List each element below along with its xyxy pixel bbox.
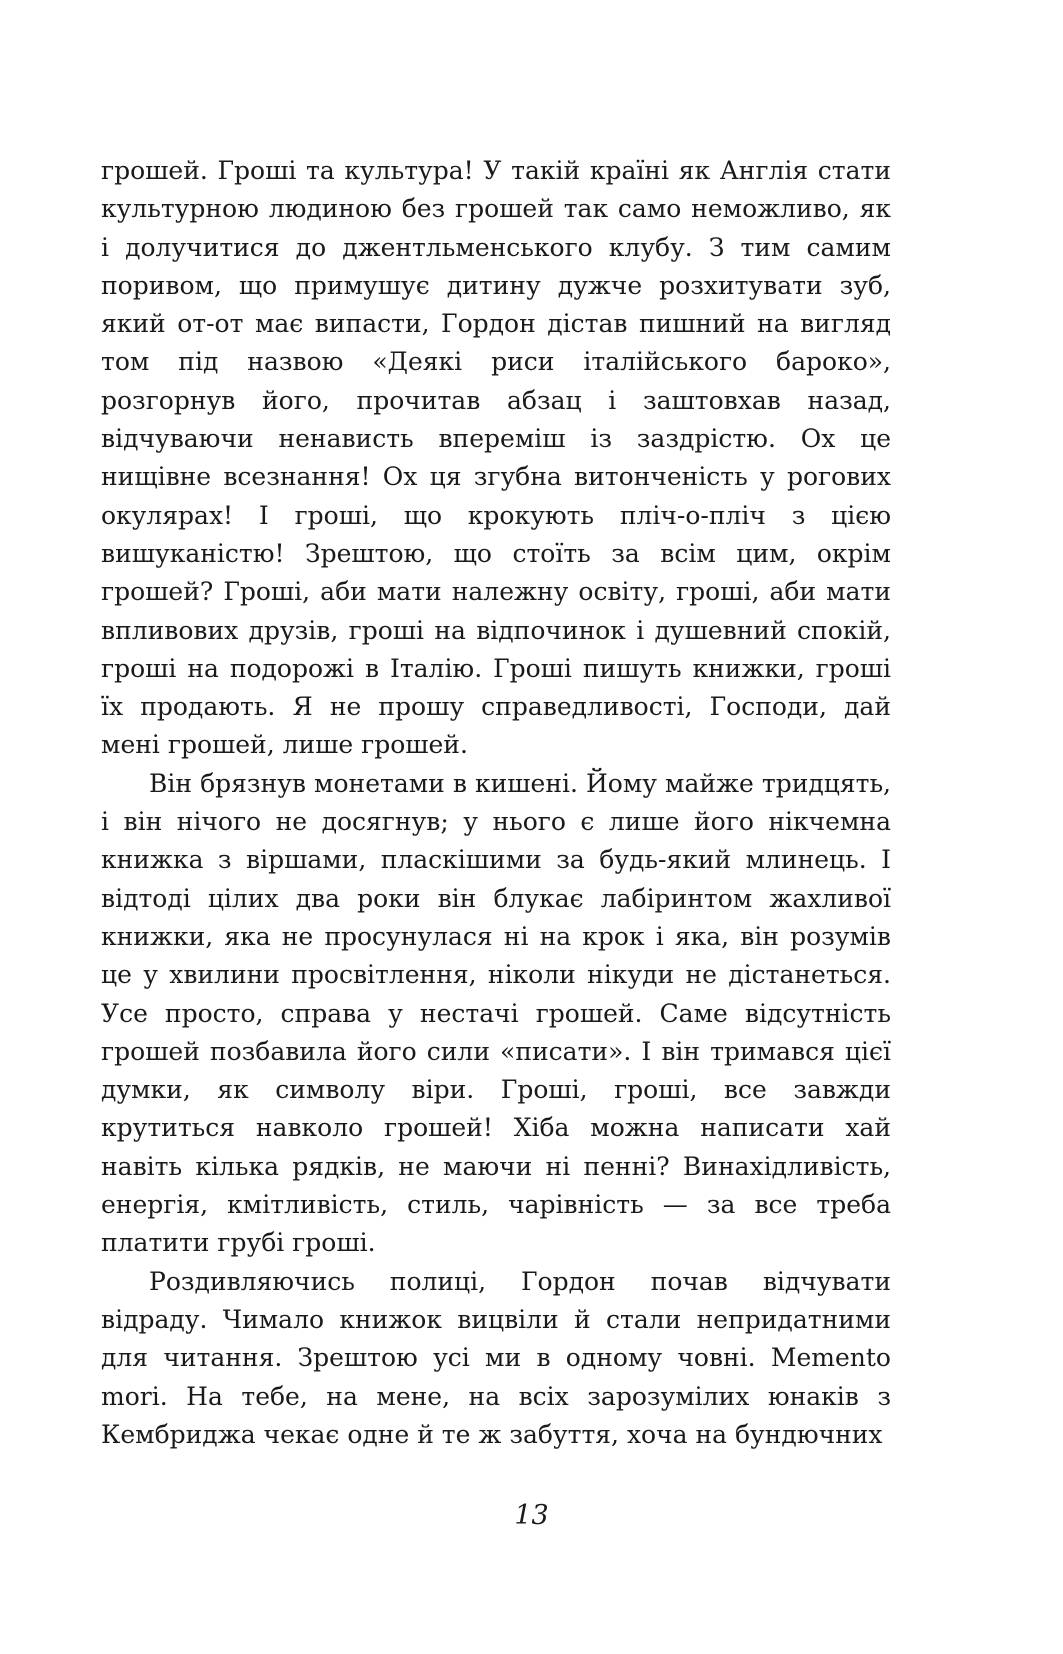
page-body	[101, 152, 891, 1454]
page-number: 13	[514, 1500, 549, 1531]
paragraph-1: грошей. Гроші та культура! У такій країні як Англія стати культурною людиною без грошей так само неможливо, як і долучитися до джентльменського клубу. З тим самим поривом, що примушує дитину дужче розхитувати зуб, який от-от має випасти, Гордон дістав пишний на вигляд том під назвою «Деякі риси італійського бароко», розгорнув його, прочитав абзац і заштовхав назад, відчуваючи ненависть впереміш із заздрістю. Ох це нищівне всезнання! Ох ця згубна витонченість у рогових окулярах! І гроші, що крокують пліч-о-пліч з цією вишуканістю! Зрештою, що стоїть за всім цим, окрім грошей? Гроші, аби мати належну освіту, гроші, аби мати впливових друзів, гроші на відпочинок і душевний спокій, гроші на подорожі в Італію. Гроші пишуть книжки, гроші їх продають. Я не прошу справедливості, Господи, дай мені грошей, лише грошей.	[101, 156, 891, 760]
paragraph-2: Він брязнув монетами в кишені. Йому майже тридцять, і він нічого не досягнув; у нього є лише його нікчемна книжка з віршами, пласкішими за будь-який млинець. І відтоді цілих два роки він блукає лабіринтом жахливої книжки, яка не просунулася ні на крок і яка, він розумів це у хвилини просвітлення, ніколи нікуди не дістанеться. Усе просто, справа у нестачі грошей. Саме відсутність грошей позбавила його сили «писати». І він тримався цієї думки, як символу віри. Гроші, гроші, все завжди крутиться навколо грошей! Хіба можна написати хай навіть кілька рядків, не маючи ні пенні? Винахідливість, енергія, кмітливість, стиль, чарівність — за все треба платити грубі гроші.	[101, 768, 891, 1258]
paragraph-3: Роздивляючись полиці, Гордон почав відчувати відраду. Чимало книжок вицвіли й стали непридатними для читання. Зрештою усі ми в одному човні. Memento mori. На тебе, на мене, на всіх зарозумілих юнаків з Кембриджа чекає одне й те ж забуття, хоча на бундючних	[101, 1266, 891, 1449]
